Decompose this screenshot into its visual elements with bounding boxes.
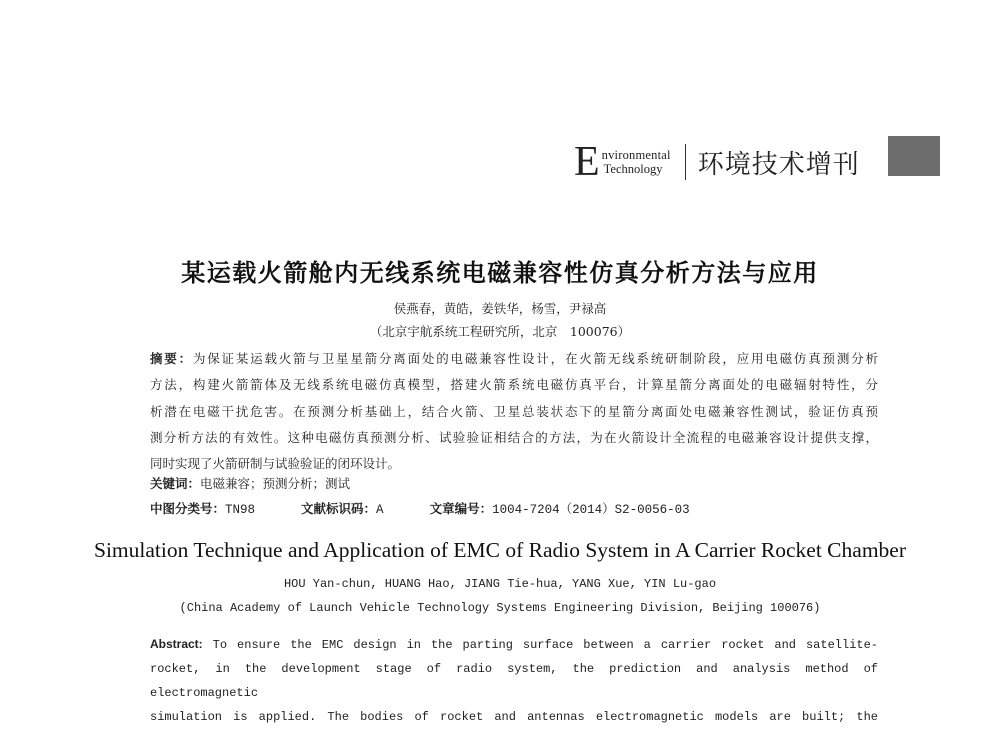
journal-initial: E (574, 139, 600, 185)
keywords-label: 关键词： (150, 476, 201, 491)
abstract-cn (150, 346, 878, 477)
authors-en: HOU Yan-chun, HUANG Hao, JIANG Tie-hua, YANG Xue, YIN Lu-gao (283, 577, 717, 591)
affiliation-cn: （北京宇航系统工程研究所，北京 100076） (369, 324, 631, 339)
abstract-cn-line: 析潜在电磁干扰危害。在预测分析基础上，结合火箭、卫星总装状态下的星箭分离面处电磁兼容性测试，验证仿真预 (150, 403, 878, 419)
clc-number: 中图分类号：TN98 (150, 501, 256, 517)
abstract-cn-line: 同时实现了火箭研制与试验验证的闭环设计。 (150, 456, 401, 472)
article-title-cn: 某运载火箭舱内无线系统电磁兼容性仿真分析方法与应用 (181, 258, 819, 287)
authors-cn: 侯燕春，黄皓，姜铁华，杨雪，尹禄高 (393, 301, 607, 316)
abstract-en (150, 632, 878, 729)
article-title-en: Simulation Technique and Application of EMC of Radio System in A Carrier Rocket Chamber (94, 538, 906, 562)
journal-name-line1: nvironmental (601, 148, 671, 162)
journal-header (574, 140, 860, 184)
journal-chinese-name: 环境技术增刊 (697, 149, 860, 180)
abstract-en-line: simulation is applied. The bodies of rocket and antennas electromagnetic models are built; the (150, 710, 878, 724)
keywords-cn (150, 474, 350, 492)
abstract-en-line: rocket, in the development stage of radio system, the prediction and analysis method of electromagnetic (150, 662, 878, 700)
article-number: 文章编号：1004-7204（2014）S2-0056-03 (429, 501, 690, 517)
abstract-cn-line: 摘要：为保证某运载火箭与卫星星箭分离面处的电磁兼容性设计，在火箭无线系统研制阶段，应用电磁仿真预测分析 (150, 351, 878, 366)
header-divider (685, 144, 686, 180)
abstract-en-line: Abstract: To ensure the EMC design in the parting surface between a carrier rocket and satellite- (150, 637, 878, 652)
abstract-cn-line: 测分析方法的有效性。这种电磁仿真预测分析、试验验证相结合的方法，为在火箭设计全流程的电磁兼容设计提供支撑， (150, 429, 878, 445)
abstract-cn-label: 摘要： (150, 351, 193, 366)
journal-name-line2: Technology (603, 162, 663, 176)
abstract-en-label: Abstract: (150, 637, 203, 651)
header-decor-block (888, 136, 940, 176)
journal-english-name (602, 148, 671, 176)
abstract-cn-line: 方法，构建火箭箭体及无线系统电磁仿真模型，搭建火箭系统电磁仿真平台，计算星箭分离面处的电磁辐射特性，分 (150, 377, 878, 393)
document-code: 文献标识码：A (301, 501, 384, 517)
keywords-value: 电磁兼容；预测分析；测试 (200, 476, 351, 491)
classification-line (150, 499, 736, 517)
affiliation-en: (China Academy of Launch Vehicle Technology Systems Engineering Division, Beijing 100076) (179, 601, 821, 615)
